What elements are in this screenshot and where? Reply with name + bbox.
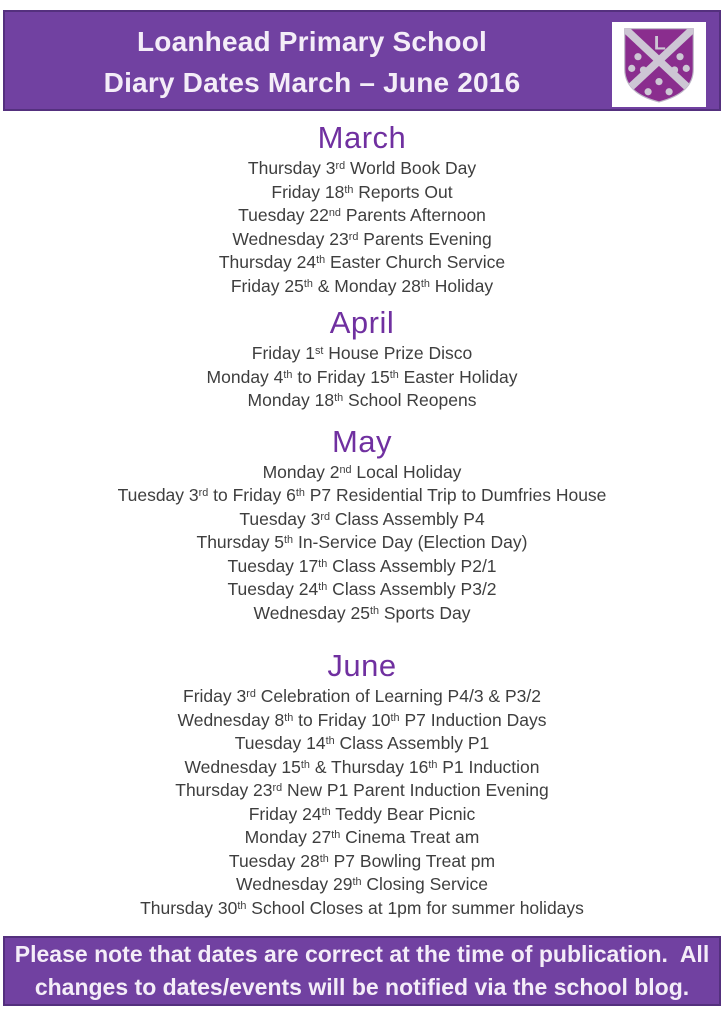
month-section	[0, 304, 724, 413]
event-line: Wednesday 25th Sports Day	[253, 602, 471, 623]
footer-banner	[3, 936, 721, 1006]
shield-crest-icon	[616, 24, 702, 105]
event-line: Thursday 24th Easter Church Service	[218, 252, 506, 272]
month-events	[0, 461, 724, 626]
event-line: Wednesday 29th Closing Service	[236, 874, 488, 894]
month-heading: May	[331, 423, 393, 459]
school-name-title: Loanhead Primary School	[136, 26, 488, 57]
event-line: Thursday 5th In-Service Day (Election Day)	[196, 532, 528, 552]
event-line: Thursday 3rd World Book Day	[247, 158, 477, 178]
event-line: Tuesday 14th Class Assembly P1	[234, 733, 490, 753]
footer-note-line1: Please note that dates are correct at the time of publication. All	[14, 941, 710, 967]
month-events	[0, 342, 724, 413]
month-heading: June	[327, 648, 397, 683]
month-section	[0, 647, 724, 920]
event-line: Monday 18th School Reopens	[247, 390, 477, 410]
diary-dates-subtitle: Diary Dates March – June 2016	[103, 67, 521, 98]
footer-note-line2: changes to dates/events will be notified via the school blog.	[34, 974, 690, 1000]
event-line: Wednesday 23rd Parents Evening	[232, 228, 492, 249]
event-line: Monday 27th Cinema Treat am	[244, 827, 480, 847]
event-line: Thursday 23rd New P1 Parent Induction Evening	[175, 780, 549, 800]
event-line: Thursday 30th School Closes at 1pm for summer holidays	[140, 897, 584, 918]
event-line: Tuesday 24th Class Assembly P3/2	[227, 579, 497, 599]
event-line: Monday 4th to Friday 15th Easter Holiday	[206, 366, 518, 387]
month-heading: March	[317, 120, 407, 155]
event-line: Tuesday 17th Class Assembly P2/1	[227, 555, 497, 576]
event-line: Friday 18th Reports Out	[271, 181, 453, 202]
event-line: Tuesday 22nd Parents Afternoon	[238, 205, 486, 225]
month-section	[0, 423, 724, 626]
event-line: Friday 25th & Monday 28th Holiday	[230, 275, 494, 296]
event-line: Friday 3rd Celebration of Learning P4/3 & P3/2	[183, 686, 541, 706]
svg-text:L: L	[653, 32, 666, 55]
event-line: Wednesday 8th to Friday 10th P7 Induction Days	[177, 709, 547, 730]
header-banner	[3, 10, 721, 111]
event-line: Wednesday 15th & Thursday 16th P1 Induction	[184, 756, 540, 777]
month-events	[0, 685, 724, 920]
month-heading: April	[329, 305, 395, 340]
event-line: Tuesday 3rd Class Assembly P4	[239, 508, 485, 529]
diary-content	[0, 119, 724, 920]
event-line: Friday 24th Teddy Bear Picnic	[248, 803, 476, 824]
school-crest-logo	[612, 22, 706, 107]
event-line: Monday 2nd Local Holiday	[262, 461, 462, 482]
month-events	[0, 157, 724, 298]
event-line: Tuesday 3rd to Friday 6th P7 Residential Trip to Dumfries House	[117, 485, 607, 505]
event-line: Tuesday 28th P7 Bowling Treat pm	[228, 850, 496, 871]
event-line: Friday 1st House Prize Disco	[251, 343, 473, 363]
month-section	[0, 119, 724, 298]
